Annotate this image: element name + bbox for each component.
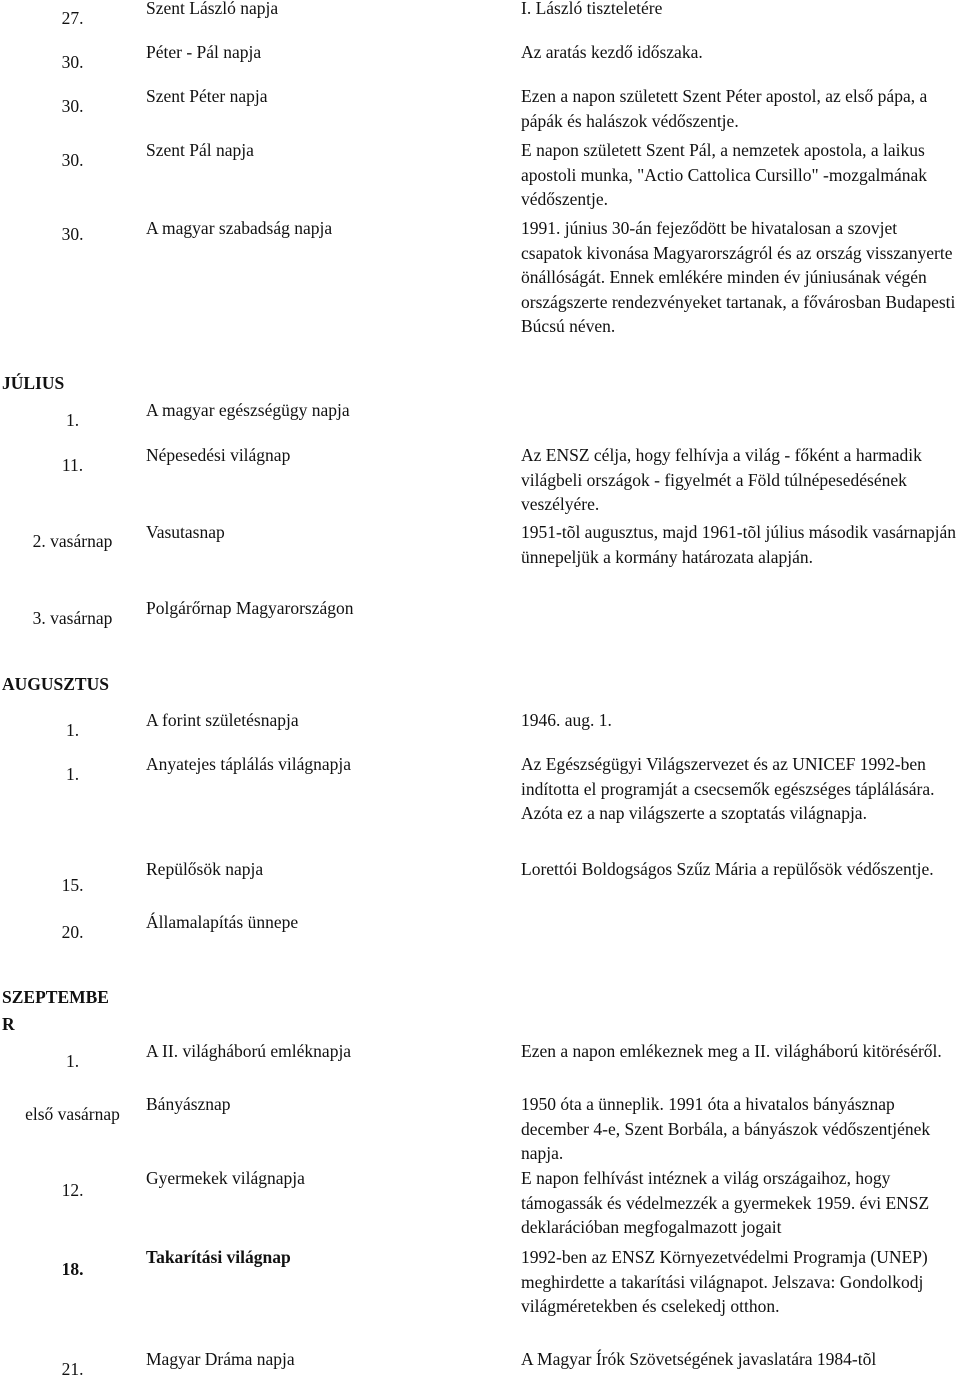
observance-description: E napon felhívást intéznek a világ országaihoz, hogy támogassák és védelmezzék a gyermekek 1959. évi ENSZ deklarációban megfogalmazott jogait [521, 1168, 930, 1237]
date-cell: 30. [61, 224, 84, 244]
month-heading-july: JÚLIUS [2, 373, 65, 393]
observance-name: Repülősök napja [146, 859, 264, 879]
observance-description: Ezen a napon született Szent Péter apostol, az első pápa, a pápák és halászok védőszentje. [521, 86, 928, 131]
date-cell: 21. [61, 1359, 84, 1379]
observance-name: Anyatejes táplálás világnapja [146, 754, 352, 774]
observance-description: Az ENSZ célja, hogy felhívja a világ - főként a harmadik világbeli országok - figyelmét a Föld túlnépesedésének veszélyére. [521, 445, 922, 514]
observance-name: A magyar szabadság napja [146, 218, 333, 238]
observance-name: Takarítási világnap [146, 1247, 291, 1267]
date-cell: 1. [65, 720, 80, 740]
observance-name: Péter - Pál napja [146, 42, 262, 62]
observance-description: Az Egészségügyi Világszervezet és az UNICEF 1992-ben indította el programját a csecsemők egészséges táplálására. Azóta ez a nap világszerte a szoptatás világnapja. [521, 754, 935, 823]
date-cell: 12. [61, 1180, 84, 1200]
observance-description: 1946. aug. 1. [521, 710, 612, 730]
date-cell: 30. [61, 52, 84, 72]
date-cell: 11. [61, 455, 84, 475]
observance-description: Lorettói Boldogságos Szűz Mária a repülősök védőszentje. [521, 859, 934, 879]
observance-description: Ezen a napon emlékeznek meg a II. világháború kitöréséről. [521, 1041, 942, 1061]
date-cell: 15. [61, 875, 84, 895]
observance-description: 1950 óta a ünneplik. 1991 óta a hivatalos bányásznap december 4-e, Szent Borbála, a bányászok védőszentjének napja. [521, 1094, 931, 1163]
date-cell: 3. vasárnap [32, 608, 113, 628]
observance-description: Az aratás kezdő időszaka. [521, 42, 703, 62]
observance-name: A magyar egészségügy napja [146, 400, 350, 420]
observance-name: Államalapítás ünnepe [146, 912, 299, 932]
observance-name: Szent Pál napja [146, 140, 254, 160]
observance-name: Polgárőrnap Magyarországon [146, 598, 354, 618]
observance-description: I. László tiszteletére [521, 0, 663, 18]
date-cell: 18. [61, 1259, 84, 1279]
observance-name: Gyermekek világnapja [146, 1168, 305, 1188]
date-cell: 2. vasárnap [32, 531, 113, 551]
observance-description: E napon született Szent Pál, a nemzetek apostola, a laikus apostoli munka, "Actio Cattolica Cursillo" -mozgalmának védőszentje. [521, 140, 928, 209]
date-cell: 30. [61, 96, 84, 116]
month-heading-august: AUGUSZTUS [2, 674, 109, 694]
month-heading-september [2, 985, 109, 1036]
month-heading-line: SZEPTEMBE [2, 987, 109, 1007]
observance-name: Szent László napja [146, 0, 279, 18]
observance-name: Bányásznap [146, 1094, 231, 1114]
date-cell: 27. [61, 8, 84, 28]
observance-name: A forint születésnapja [146, 710, 299, 730]
observance-name: A II. világháború emléknapja [146, 1041, 352, 1061]
date-cell: 20. [61, 922, 84, 942]
observance-description: 1951-tõl augusztus, majd 1961-tõl július második vasárnapján ünnepeljük a kormány határozata alapján. [521, 522, 957, 567]
date-cell: első vasárnap [25, 1104, 120, 1124]
observance-name: Magyar Dráma napja [146, 1349, 295, 1369]
date-cell: 1. [65, 764, 80, 784]
date-cell: 1. [65, 410, 80, 430]
month-heading-line: R [2, 1013, 15, 1034]
date-cell: 30. [61, 150, 84, 170]
observance-name: Vasutasnap [146, 522, 225, 542]
observance-name: Népesedési világnap [146, 445, 291, 465]
observance-name: Szent Péter napja [146, 86, 268, 106]
observance-description: A Magyar Írók Szövetségének javaslatára 1984-tõl [521, 1349, 877, 1369]
observance-description: 1992-ben az ENSZ Környezetvédelmi Programja (UNEP) meghirdette a takarítási világnapot. Jelszava: Gondolkodj világméretekben és cselekedj otthon. [521, 1247, 928, 1316]
observance-description: 1991. június 30-án fejeződött be hivatalosan a szovjet csapatok kivonása Magyarországról és az ország visszanyerte önállóságát. Ennek emlékére minden év júniusának végén országszerte rendezvényeket tartanak, a fővárosban Budapesti Búcsú néven. [521, 218, 956, 336]
date-cell: 1. [65, 1051, 80, 1071]
